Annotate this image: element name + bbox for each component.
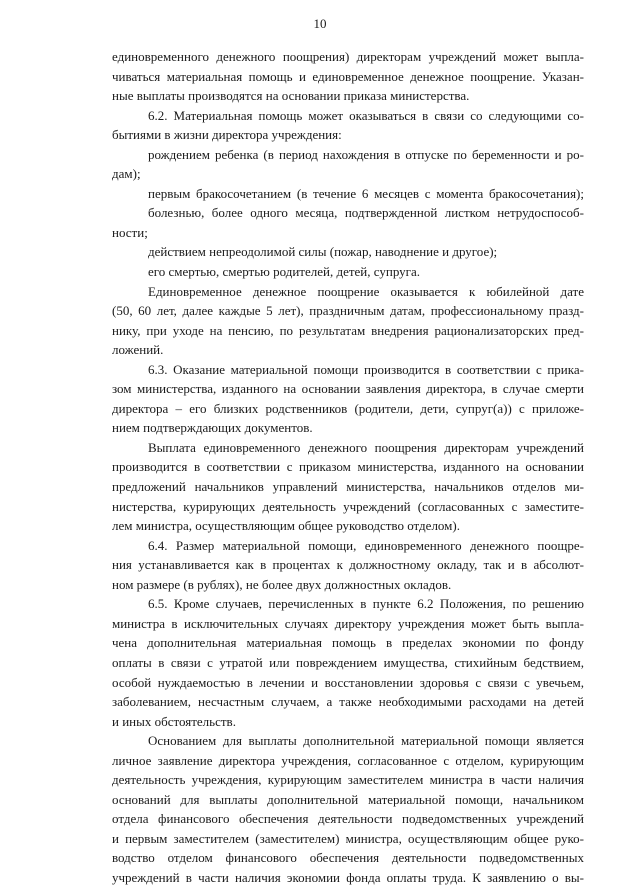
text-line: нику, при уходе на пенсию, по результатам внедрения рационализаторских пред-	[112, 322, 584, 338]
text-line: дам);	[112, 166, 141, 182]
text-line: действием непреодолимой силы (пожар, наводнение и другое);	[148, 244, 498, 260]
text-line: личное заявление директора учреждения, согласованное с отделом, курирующим	[112, 752, 584, 768]
text-line: 6.2. Материальная помощь может оказываться в связи со следующими со-	[148, 107, 584, 123]
text-line: Выплата единовременного денежного поощрения директорам учреждений	[148, 439, 584, 455]
text-line: нистерства, курирующих деятельность учреждений (согласованных с заместите-	[112, 498, 584, 514]
text-line: производится в соответствии с приказом министерства, изданного на основании	[112, 459, 584, 475]
text-line: болезнью, более одного месяца, подтвержденной листком нетрудоспособ-	[148, 205, 584, 221]
page-number: 10	[313, 16, 327, 31]
text-line: заболеванием, несчастным случаем, а также необходимыми расходами на детей	[112, 694, 584, 710]
text-line: предложений начальников управлений министерства, начальников отделов ми-	[112, 479, 584, 495]
text-line: (50, 60 лет, далее каждые 5 лет), праздничным датам, профессиональному празд-	[112, 303, 584, 319]
text-line: бытиями в жизни директора учреждения:	[112, 127, 342, 143]
text-line: водство отделом финансового обеспечения деятельности подведомственных	[112, 850, 584, 866]
text-line: деятельность учреждения, курирующим заместителем министра в части наличия	[112, 772, 584, 788]
text-line: его смертью, смертью родителей, детей, супруга.	[148, 264, 421, 280]
text-line: особой нуждаемостью в лечении и восстановлении здоровья с связи с увечьем,	[112, 674, 584, 690]
text-line: 6.4. Размер материальной помощи, единовременного денежного поощре-	[148, 537, 584, 553]
text-line: директора – его близких родственников (родители, дети, супруг(а)) с приложе-	[112, 400, 584, 416]
text-line: 6.5. Кроме случаев, перечисленных в пункте 6.2 Положения, по решению	[148, 596, 584, 612]
text-line: ности;	[112, 224, 148, 240]
text-line: учреждений в части наличия экономии фонда оплаты труда. К заявлению о вы-	[112, 869, 584, 885]
text-line: Основанием для выплаты дополнительной материальной помощи является	[148, 733, 584, 749]
text-line: ные выплаты производятся на основании приказа министерства.	[112, 88, 470, 104]
text-line: чена дополнительная материальная помощь в пределах экономии по фонду	[112, 635, 584, 651]
document-body	[112, 47, 584, 888]
text-line: единовременного денежного поощрения) директорам учреждений может выпла-	[112, 49, 584, 64]
text-line: и первым заместителем (заместителем) министра, осуществляющим общее руко-	[112, 830, 584, 846]
text-line: отдела финансового обеспечения деятельности подведомственных учреждений	[112, 811, 584, 827]
text-line: рождением ребенка (в период нахождения в отпуске по беременности и ро-	[148, 146, 584, 162]
text-line: министра в исключительных случаях директору учреждения может быть выпла-	[112, 615, 584, 631]
text-line: оплаты в связи с утратой или повреждением имущества, стихийным бедствием,	[112, 654, 584, 670]
text-line: чиваться материальная помощь и единовременное денежное поощрение. Указан-	[112, 68, 584, 84]
text-line: 6.3. Оказание материальной помощи производится в соответствии с прика-	[148, 361, 584, 377]
text-line: ном размере (в рублях), не более двух должностных окладов.	[112, 576, 452, 592]
text-line: оснований для выплаты дополнительной материальной помощи, начальником	[112, 791, 584, 807]
text-line: зом министерства, изданного на основании заявления директора, в случае смерти	[112, 381, 584, 397]
text-line: ния устанавливается как в процентах к должностному окладу, так и в абсолют-	[112, 557, 584, 573]
text-line: Единовременное денежное поощрение оказывается к юбилейной дате	[148, 283, 584, 299]
text-line: ложений.	[112, 342, 164, 358]
text-line: нием подтверждающих документов.	[112, 420, 313, 436]
text-line: и иных обстоятельств.	[112, 713, 236, 729]
text-line: лем министра, осуществляющим общее руководство отделом).	[112, 518, 460, 534]
text-line: первым бракосочетанием (в течение 6 месяцев с момента бракосочетания);	[148, 185, 584, 201]
